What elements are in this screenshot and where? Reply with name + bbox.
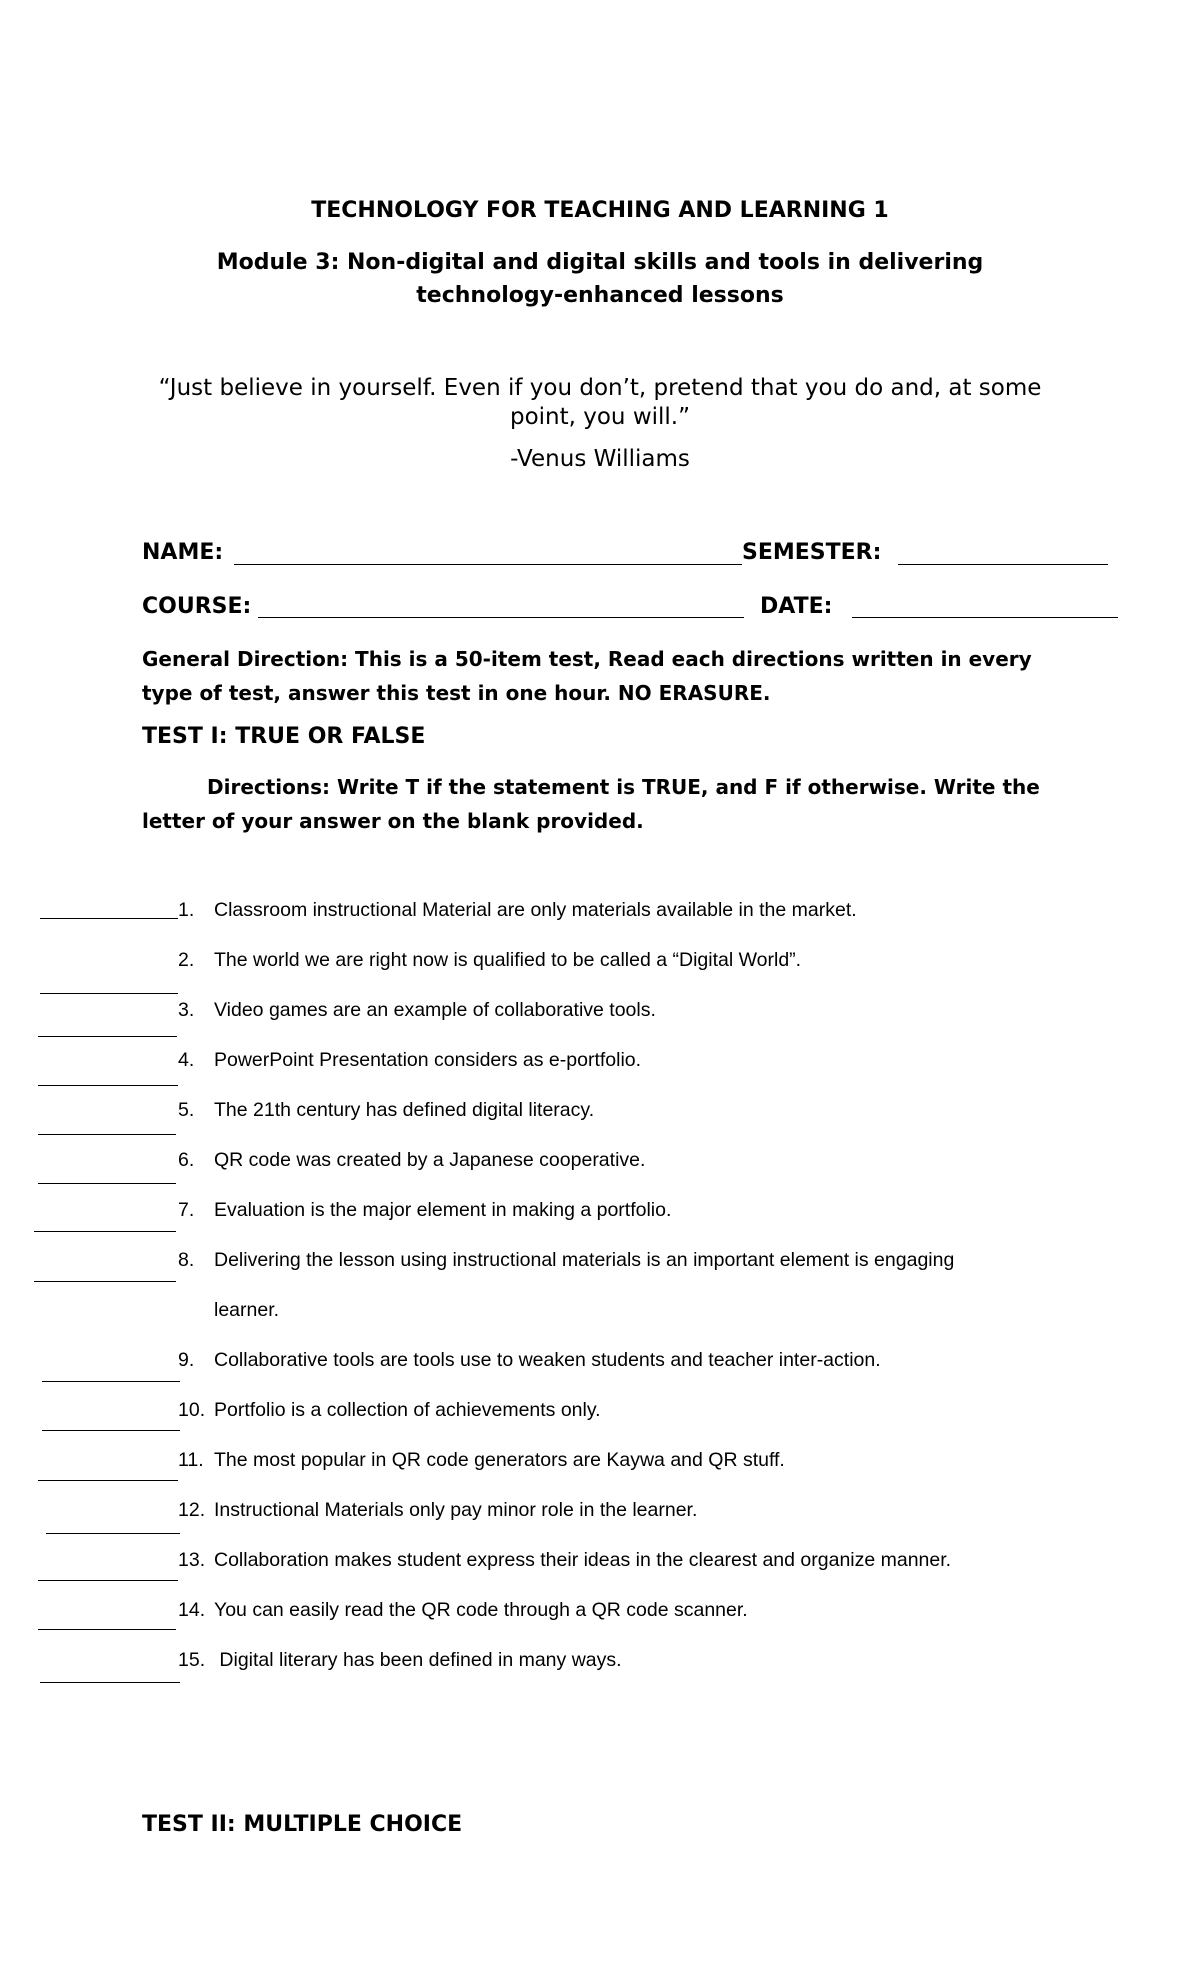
module-title-line-2: technology-enhanced lessons [416,283,784,308]
date-blank[interactable] [852,617,1118,618]
question-item: 9. Collaborative tools are tools use to weaken students and teacher inter-action. [178,1349,881,1371]
answer-blank[interactable] [40,1682,180,1683]
question-item: 8. Delivering the lesson using instructional materials is an important element is engaging [178,1249,955,1271]
answer-blank[interactable] [46,1533,180,1534]
name-label: NAME: [142,540,224,565]
general-direction: General Direction: This is a 50-item test, Read each directions written in every type of test, answer this test in one hour. NO ERASURE. [142,647,1032,705]
quote-author: -Venus Williams [510,446,690,472]
answer-blank[interactable] [34,1231,176,1232]
question-item: 12. Instructional Materials only pay minor role in the learner. [178,1499,698,1521]
question-item: 15. Digital literary has been defined in many ways. [178,1649,622,1671]
answer-blank[interactable] [40,918,178,919]
answer-blank[interactable] [34,1281,176,1282]
question-item: 3. Video games are an example of collaborative tools. [178,999,656,1021]
answer-blank[interactable] [38,1036,177,1037]
quote-text: “Just believe in yourself. Even if you don’t, pretend that you do and, at some point, you will.” [158,375,1042,430]
answer-blank[interactable] [40,993,178,994]
question-item: 1. Classroom instructional Material are only materials available in the market. [178,899,857,921]
test-1-directions [142,770,1062,838]
question-item: 13. Collaboration makes student express their ideas in the clearest and organize manner. [178,1549,952,1571]
question-item: 5. The 21th century has defined digital literacy. [178,1099,595,1121]
semester-label: SEMESTER: [742,540,882,565]
module-title [0,246,1200,312]
answer-blank[interactable] [38,1134,176,1135]
question-item-continuation: learner. [214,1299,280,1321]
answer-blank[interactable] [38,1183,176,1184]
question-item: 2. The world we are right now is qualified to be called a “Digital World”. [178,949,802,971]
test-1-heading: TEST I: TRUE OR FALSE [142,724,426,749]
question-item: 4. PowerPoint Presentation considers as e-portfolio. [178,1049,642,1071]
name-blank[interactable] [234,564,742,565]
course-blank[interactable] [258,617,744,618]
course-label: COURSE: [142,594,252,619]
answer-blank[interactable] [42,1381,180,1382]
answer-blank[interactable] [38,1580,178,1581]
document-title: TECHNOLOGY FOR TEACHING AND LEARNING 1 [311,198,889,223]
test-1-directions-text: Directions: Write T if the statement is TRUE, and F if otherwise. Write the letter of your answer on the blank provided. [142,775,1040,833]
question-item: 10. Portfolio is a collection of achievements only. [178,1399,601,1421]
question-item: 14. You can easily read the QR code through a QR code scanner. [178,1599,748,1621]
test-2-heading: TEST II: MULTIPLE CHOICE [142,1812,463,1837]
module-title-line-1: Module 3: Non-digital and digital skills and tools in delivering [216,250,984,275]
question-item: 6. QR code was created by a Japanese cooperative. [178,1149,646,1171]
question-item: 11. The most popular in QR code generators are Kaywa and QR stuff. [178,1449,785,1471]
date-label: DATE: [760,594,833,619]
answer-blank[interactable] [38,1085,178,1086]
question-item: 7. Evaluation is the major element in making a portfolio. [178,1199,672,1221]
answer-blank[interactable] [38,1629,176,1630]
semester-blank[interactable] [898,564,1108,565]
answer-blank[interactable] [42,1430,180,1431]
answer-blank[interactable] [38,1480,178,1481]
